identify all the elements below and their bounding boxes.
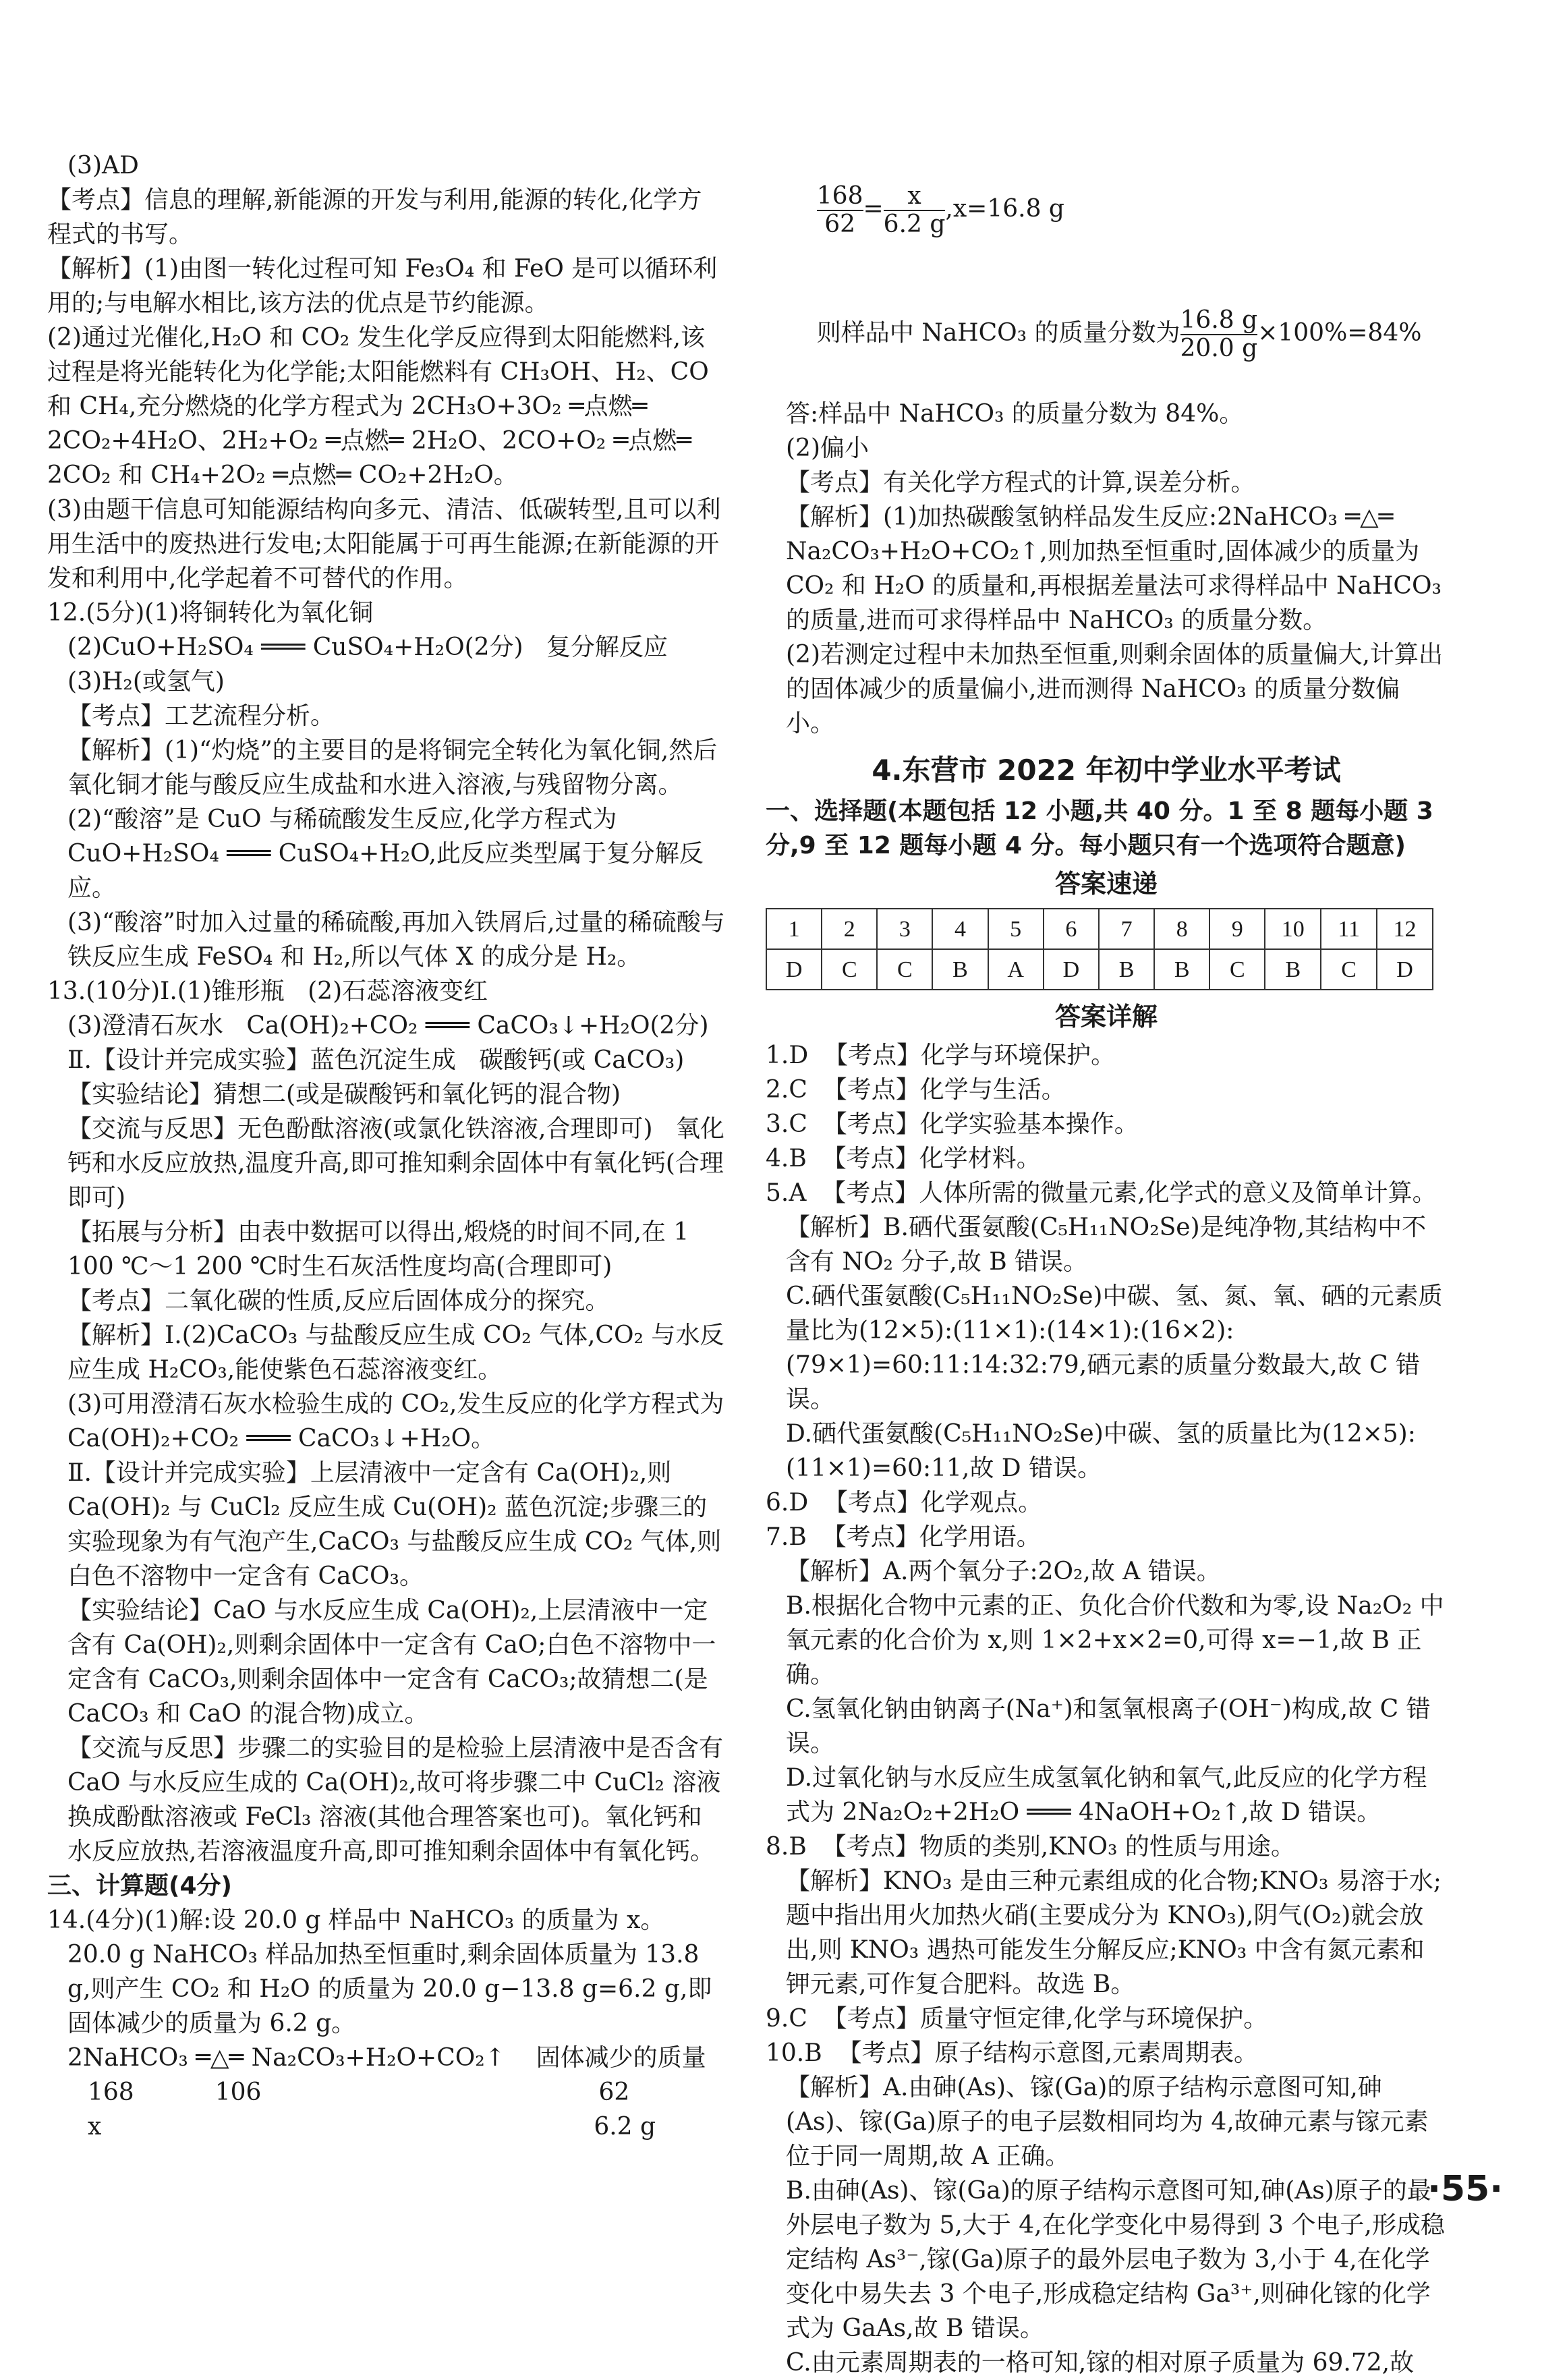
- answer-line: (3)可用澄清石灰水检验生成的 CO₂,发生反应的化学方程式为 Ca(OH)₂+CO₂ ═══ CaCO₃↓+H₂O。: [67, 1390, 732, 1452]
- answer-line: (3)澄清石灰水 Ca(OH)₂+CO₂ ═══ CaCO₃↓+H₂O(2分): [67, 1012, 709, 1040]
- question-number-cell: 3: [877, 909, 932, 949]
- question-number-cell: 8: [1154, 909, 1209, 949]
- question-number-cell: 12: [1377, 909, 1433, 949]
- question-number-cell: 4: [932, 909, 988, 949]
- answer-line: 【解析】(1)“灼烧”的主要目的是将铜完全转化为氧化铜,然后氧化铜才能与酸反应生成盐和水进入溶液,与残留物分离。: [67, 737, 718, 799]
- detail-line: 4.B 【考点】化学材料。: [766, 1145, 1041, 1172]
- answer-line: 【考点】二氧化碳的性质,反应后固体成分的探究。: [67, 1287, 610, 1315]
- answer-cell: C: [877, 949, 932, 990]
- calc-168: 168: [88, 2078, 134, 2106]
- detail-line: 9.C 【考点】质量守恒定律,化学与环境保护。: [766, 2005, 1268, 2033]
- answer-cell: C: [1209, 949, 1265, 990]
- answer-line: 答:样品中 NaHCO₃ 的质量分数为 84%。: [786, 400, 1244, 428]
- question-number-cell: 7: [1099, 909, 1154, 949]
- question-number-cell: 6: [1044, 909, 1099, 949]
- calc-62: 62: [598, 2078, 630, 2106]
- exam-title: 4.东营市 2022 年初中学业水平考试: [872, 754, 1341, 787]
- answer-details: [766, 1038, 1447, 2380]
- frac-den: 62: [824, 210, 856, 238]
- frac-num: 168: [816, 182, 863, 210]
- answer-cell: C: [1321, 949, 1377, 990]
- section-choice-heading: 一、选择题(本题包括 12 小题,共 40 分。1 至 8 题每小题 3 分,9 至 12 题每小题 4 分。每小题只有一个选项符合题意): [766, 797, 1442, 859]
- detail-line: D.过氧化钠与水反应生成氢氧化钠和氧气,此反应的化学方程式为 2Na₂O₂+2H₂O ═══ 4NaOH+O₂↑,故 D 错误。: [786, 1764, 1427, 1826]
- detail-line: 【解析】KNO₃ 是由三种元素组成的化合物;KNO₃ 易溶于水;题中指出用火加热火硝(主要成分为 KNO₃),阴气(O₂)就会放出,则 KNO₃ 遇热可能发生分解反应;KNO₃ 中含有氮元素和钾元素,可作复合肥料。故选 B。: [786, 1867, 1442, 1998]
- quick-answer-title: 答案速递: [1054, 869, 1158, 899]
- answer-line: 12.(5分)(1)将铜转化为氧化铜: [47, 599, 374, 627]
- answer-cell: B: [932, 949, 988, 990]
- right-column: [766, 148, 1450, 2380]
- answer-cell: D: [766, 949, 822, 990]
- answer-line: 【实验结论】CaO 与水反应生成 Ca(OH)₂,上层清液中一定含有 Ca(OH)₂,则剩余固体中一定含有 CaO;白色不溶物中一定含有 CaCO₃,则剩余固体中一定含有 CaCO₃;故猜想二(是 CaCO₃ 和 CaO 的混合物)成立。: [67, 1597, 716, 1728]
- detail-line: B.由砷(As)、镓(Ga)的原子结构示意图可知,砷(As)原子的最外层电子数为 5,大于 4,在化学变化中易得到 3 个电子,形成稳定结构 As³⁻,镓(Ga)原子的最外层电子数为 3,小于 4,在化学变化中易失去 3 个电子,形成稳定结构 Ga³⁺,则砷化镓的化学式为 GaAs,故 B 错误。: [786, 2177, 1445, 2342]
- answer-line: (3)H₂(或氢气): [67, 668, 225, 696]
- detail-line: 5.A 【考点】人体所需的微量元素,化学式的意义及简单计算。: [766, 1179, 1437, 1207]
- answer-cell: B: [1265, 949, 1321, 990]
- calc-x: x: [88, 2113, 102, 2141]
- detail-line: C.硒代蛋氨酸(C₅H₁₁NO₂Se)中碳、氢、氮、氧、硒的元素质量比为(12×5):(11×1):(14×1):(16×2):(79×1)=60:11:14:32:79,硒元素的质量分数最大,故 C 错误。: [786, 1282, 1443, 1413]
- answer-line: 【考点】有关化学方程式的计算,误差分析。: [786, 469, 1255, 497]
- answer-cell: B: [1099, 949, 1154, 990]
- detail-line: 【解析】A.两个氧分子:2O₂,故 A 错误。: [786, 1558, 1221, 1585]
- detail-line: C.氢氧化钠由钠离子(Na⁺)和氢氧根离子(OH⁻)构成,故 C 错误。: [786, 1695, 1431, 1757]
- detail-line: 6.D 【考点】化学观点。: [766, 1489, 1043, 1517]
- answer-line: 【解析】Ⅰ.(2)CaCO₃ 与盐酸反应生成 CO₂ 气体,CO₂ 与水反应生成 H₂CO₃,能使紫色石蕊溶液变红。: [67, 1322, 724, 1384]
- answer-table: [766, 908, 1433, 990]
- detail-line: 【解析】B.硒代蛋氨酸(C₅H₁₁NO₂Se)是纯净物,其结构中不含有 NO₂ 分子,故 B 错误。: [786, 1214, 1427, 1276]
- frac-num: x: [884, 183, 946, 211]
- calc-equation: 2NaHCO₃ ═△═ Na₂CO₃+H₂O+CO₂↑ 固体减少的质量: [67, 2044, 706, 2072]
- mass-fraction-lead: 则样品中 NaHCO₃ 的质量分数为: [816, 319, 1180, 347]
- answer-line: 【实验结论】猜想二(或是碳酸钙和氧化钙的混合物): [67, 1081, 621, 1108]
- detail-line: D.硒代蛋氨酸(C₅H₁₁NO₂Se)中碳、氢的质量比为(12×5):(11×1)=60:11,故 D 错误。: [786, 1420, 1416, 1482]
- answer-line: 【交流与反思】无色酚酞溶液(或氯化铁溶液,合理即可) 氧化钙和水反应放热,温度升高,即可推知剩余固体中有氧化钙(合理即可): [67, 1115, 724, 1212]
- frac-den: 6.2 g: [883, 210, 946, 238]
- answer-line: 14.(4分)(1)解:设 20.0 g 样品中 NaHCO₃ 的质量为 x。: [47, 1906, 665, 1934]
- answer-line: 【考点】工艺流程分析。: [67, 702, 335, 730]
- question-number-cell: 11: [1321, 909, 1377, 949]
- detail-line: 8.B 【考点】物质的类别,KNO₃ 的性质与用途。: [766, 1833, 1295, 1861]
- answer-line: (3)由题干信息可知能源结构向多元、清洁、低碳转型,且可以利用生活中的废热进行发电;太阳能属于可再生能源;在新能源的开发和利用中,化学起着不可替代的作用。: [47, 496, 721, 592]
- frac-num: 16.8 g: [1180, 306, 1258, 334]
- answer-line: 【考点】信息的理解,新能源的开发与利用,能源的转化,化学方程式的书写。: [47, 186, 702, 248]
- mass-fraction-line: [766, 273, 1447, 397]
- calc-row-1: [47, 2075, 725, 2109]
- fraction-168-62: [817, 183, 863, 238]
- frac-den: 20.0 g: [1180, 335, 1258, 362]
- detail-line: 2.C 【考点】化学与生活。: [766, 1076, 1066, 1104]
- answer-line: 13.(10分)Ⅰ.(1)锥形瓶 (2)石蕊溶液变红: [47, 978, 488, 1005]
- left-column: [47, 148, 732, 2144]
- answer-line: (2)CuO+H₂SO₄ ═══ CuSO₄+H₂O(2分) 复分解反应: [67, 633, 668, 661]
- calc-106: 106: [215, 2078, 262, 2106]
- detail-line: C.由元素周期表的一格可知,镓的相对原子质量为 69.72,故: [786, 2349, 1415, 2377]
- answer-line: (3)AD: [67, 152, 139, 179]
- fraction-x-6-2: [884, 183, 946, 238]
- answer-line: 【交流与反思】步骤二的实验目的是检验上层清液中是否含有 CaO 与水反应生成的 Ca(OH)₂,故可将步骤二中 CuCl₂ 溶液换成酚酞溶液或 FeCl₃ 溶液(其他合理答案也可)。氧化钙和水反应放热,若溶液温度升高,即可推知剩余固体中有氧化钙。: [67, 1734, 731, 1865]
- answer-line: 【拓展与分析】由表中数据可以得出,煅烧的时间不同,在 1 100 ℃～1 200 ℃时生石灰活性度均高(合理即可): [67, 1218, 697, 1280]
- answer-line: (2)偏小: [786, 434, 869, 462]
- mass-fraction-result: ×100%=84%: [1257, 319, 1422, 347]
- answer-cell: D: [1044, 949, 1099, 990]
- answer-cell: D: [1377, 949, 1433, 990]
- detail-answer-title: 答案详解: [1054, 1002, 1158, 1031]
- answer-line: Ⅱ.【设计并完成实验】蓝色沉淀生成 碳酸钙(或 CaCO₃): [67, 1046, 685, 1074]
- answer-line: (3)“酸溶”时加入过量的稀硫酸,再加入铁屑后,过量的稀硫酸与铁反应生成 FeSO₄ 和 H₂,所以气体 X 的成分是 H₂。: [67, 909, 725, 971]
- detail-line: 7.B 【考点】化学用语。: [766, 1523, 1041, 1551]
- answer-line: (2)通过光催化,H₂O 和 CO₂ 发生化学反应得到太阳能燃料,该过程是将光能转化为化学能;太阳能燃料有 CH₃OH、H₂、CO 和 CH₄,充分燃烧的化学方程式为 2CH₃O+3O₂ ═点燃═ 2CO₂+4H₂O、2H₂+O₂ ═点燃═ 2H₂O、2CO+O₂ ═点燃═ 2CO₂ 和 CH₄+2O₂ ═点燃═ CO₂+2H₂O。: [47, 324, 717, 489]
- answer-cell: A: [988, 949, 1044, 990]
- question-number-cell: 1: [766, 909, 822, 949]
- question-number-cell: 2: [822, 909, 877, 949]
- answer-line: Ⅱ.【设计并完成实验】上层清液中一定含有 Ca(OH)₂,则 Ca(OH)₂ 与 CuCl₂ 反应生成 Cu(OH)₂ 蓝色沉淀;步骤三的实验现象为有气泡产生,CaCO₃ 与盐酸反应生成 CO₂ 气体,则白色不溶物中一定含有 CaCO₃。: [67, 1459, 722, 1590]
- calc-row-2: [47, 2109, 725, 2144]
- ratio-equation: $\frac{168}{62}$ = $\frac{x}{6.2 g}$ ,x=16.8 g: [816, 182, 1064, 238]
- left-answer-text: [47, 148, 732, 2041]
- detail-line: 【解析】A.由砷(As)、镓(Ga)的原子结构示意图可知,砷(As)、镓(Ga)原子的电子层数相同均为 4,故砷元素与镓元素位于同一周期,故 A 正确。: [786, 2074, 1429, 2170]
- ratio-result: ,x=16.8 g: [945, 195, 1064, 223]
- answer-line: (2)“酸溶”是 CuO 与稀硫酸发生反应,化学方程式为 CuO+H₂SO₄ ═══ CuSO₄+H₂O,此反应类型属于复分解反应。: [67, 805, 704, 902]
- question-number-cell: 5: [988, 909, 1044, 949]
- answer-line: 20.0 g NaHCO₃ 样品加热至恒重时,剩余固体质量为 13.8 g,则产生 CO₂ 和 H₂O 的质量为 20.0 g−13.8 g=6.2 g,即固体减少的质量为 6.2 g。: [67, 1941, 712, 2037]
- answer-line: 【解析】(1)加热碳酸氢钠样品发生反应:2NaHCO₃ ═△═ Na₂CO₃+H₂O+CO₂↑,则加热至恒重时,固体减少的质量为 CO₂ 和 H₂O 的质量和,再根据差量法可求得样品中 NaHCO₃ 的质量,进而可求得样品中 NaHCO₃ 的质量分数。: [786, 503, 1450, 634]
- answer-cell: C: [822, 949, 877, 990]
- fraction-mass: [1180, 307, 1258, 362]
- answer-line: (2)若测定过程中未加热至恒重,则剩余固体的质量偏大,计算出的固体减少的质量偏小,进而测得 NaHCO₃ 的质量分数偏小。: [786, 641, 1443, 737]
- right-answer-text: [766, 397, 1450, 741]
- answer-line: 三、计算题(4分): [47, 1872, 232, 1900]
- page-number: ·55·: [1427, 2169, 1503, 2209]
- detail-line: 3.C 【考点】化学实验基本操作。: [766, 1110, 1139, 1138]
- answer-line: 【解析】(1)由图一转化过程可知 Fe₃O₄ 和 FeO 是可以循环利用的;与电解水相比,该方法的优点是节约能源。: [47, 255, 718, 317]
- detail-line: B.根据化合物中元素的正、负化合价代数和为零,设 Na₂O₂ 中氧元素的化合价为 x,则 1×2+x×2=0,可得 x=−1,故 B 正确。: [786, 1592, 1444, 1689]
- answer-table-number-row: [766, 909, 1433, 949]
- answer-table-answer-row: [766, 949, 1433, 990]
- detail-line: 1.D 【考点】化学与环境保护。: [766, 1042, 1116, 1069]
- question-number-cell: 9: [1209, 909, 1265, 949]
- question-number-cell: 10: [1265, 909, 1321, 949]
- detail-line: 10.B 【考点】原子结构示意图,元素周期表。: [766, 2039, 1259, 2067]
- answer-cell: B: [1154, 949, 1209, 990]
- calc-6-2g: 6.2 g: [594, 2113, 656, 2141]
